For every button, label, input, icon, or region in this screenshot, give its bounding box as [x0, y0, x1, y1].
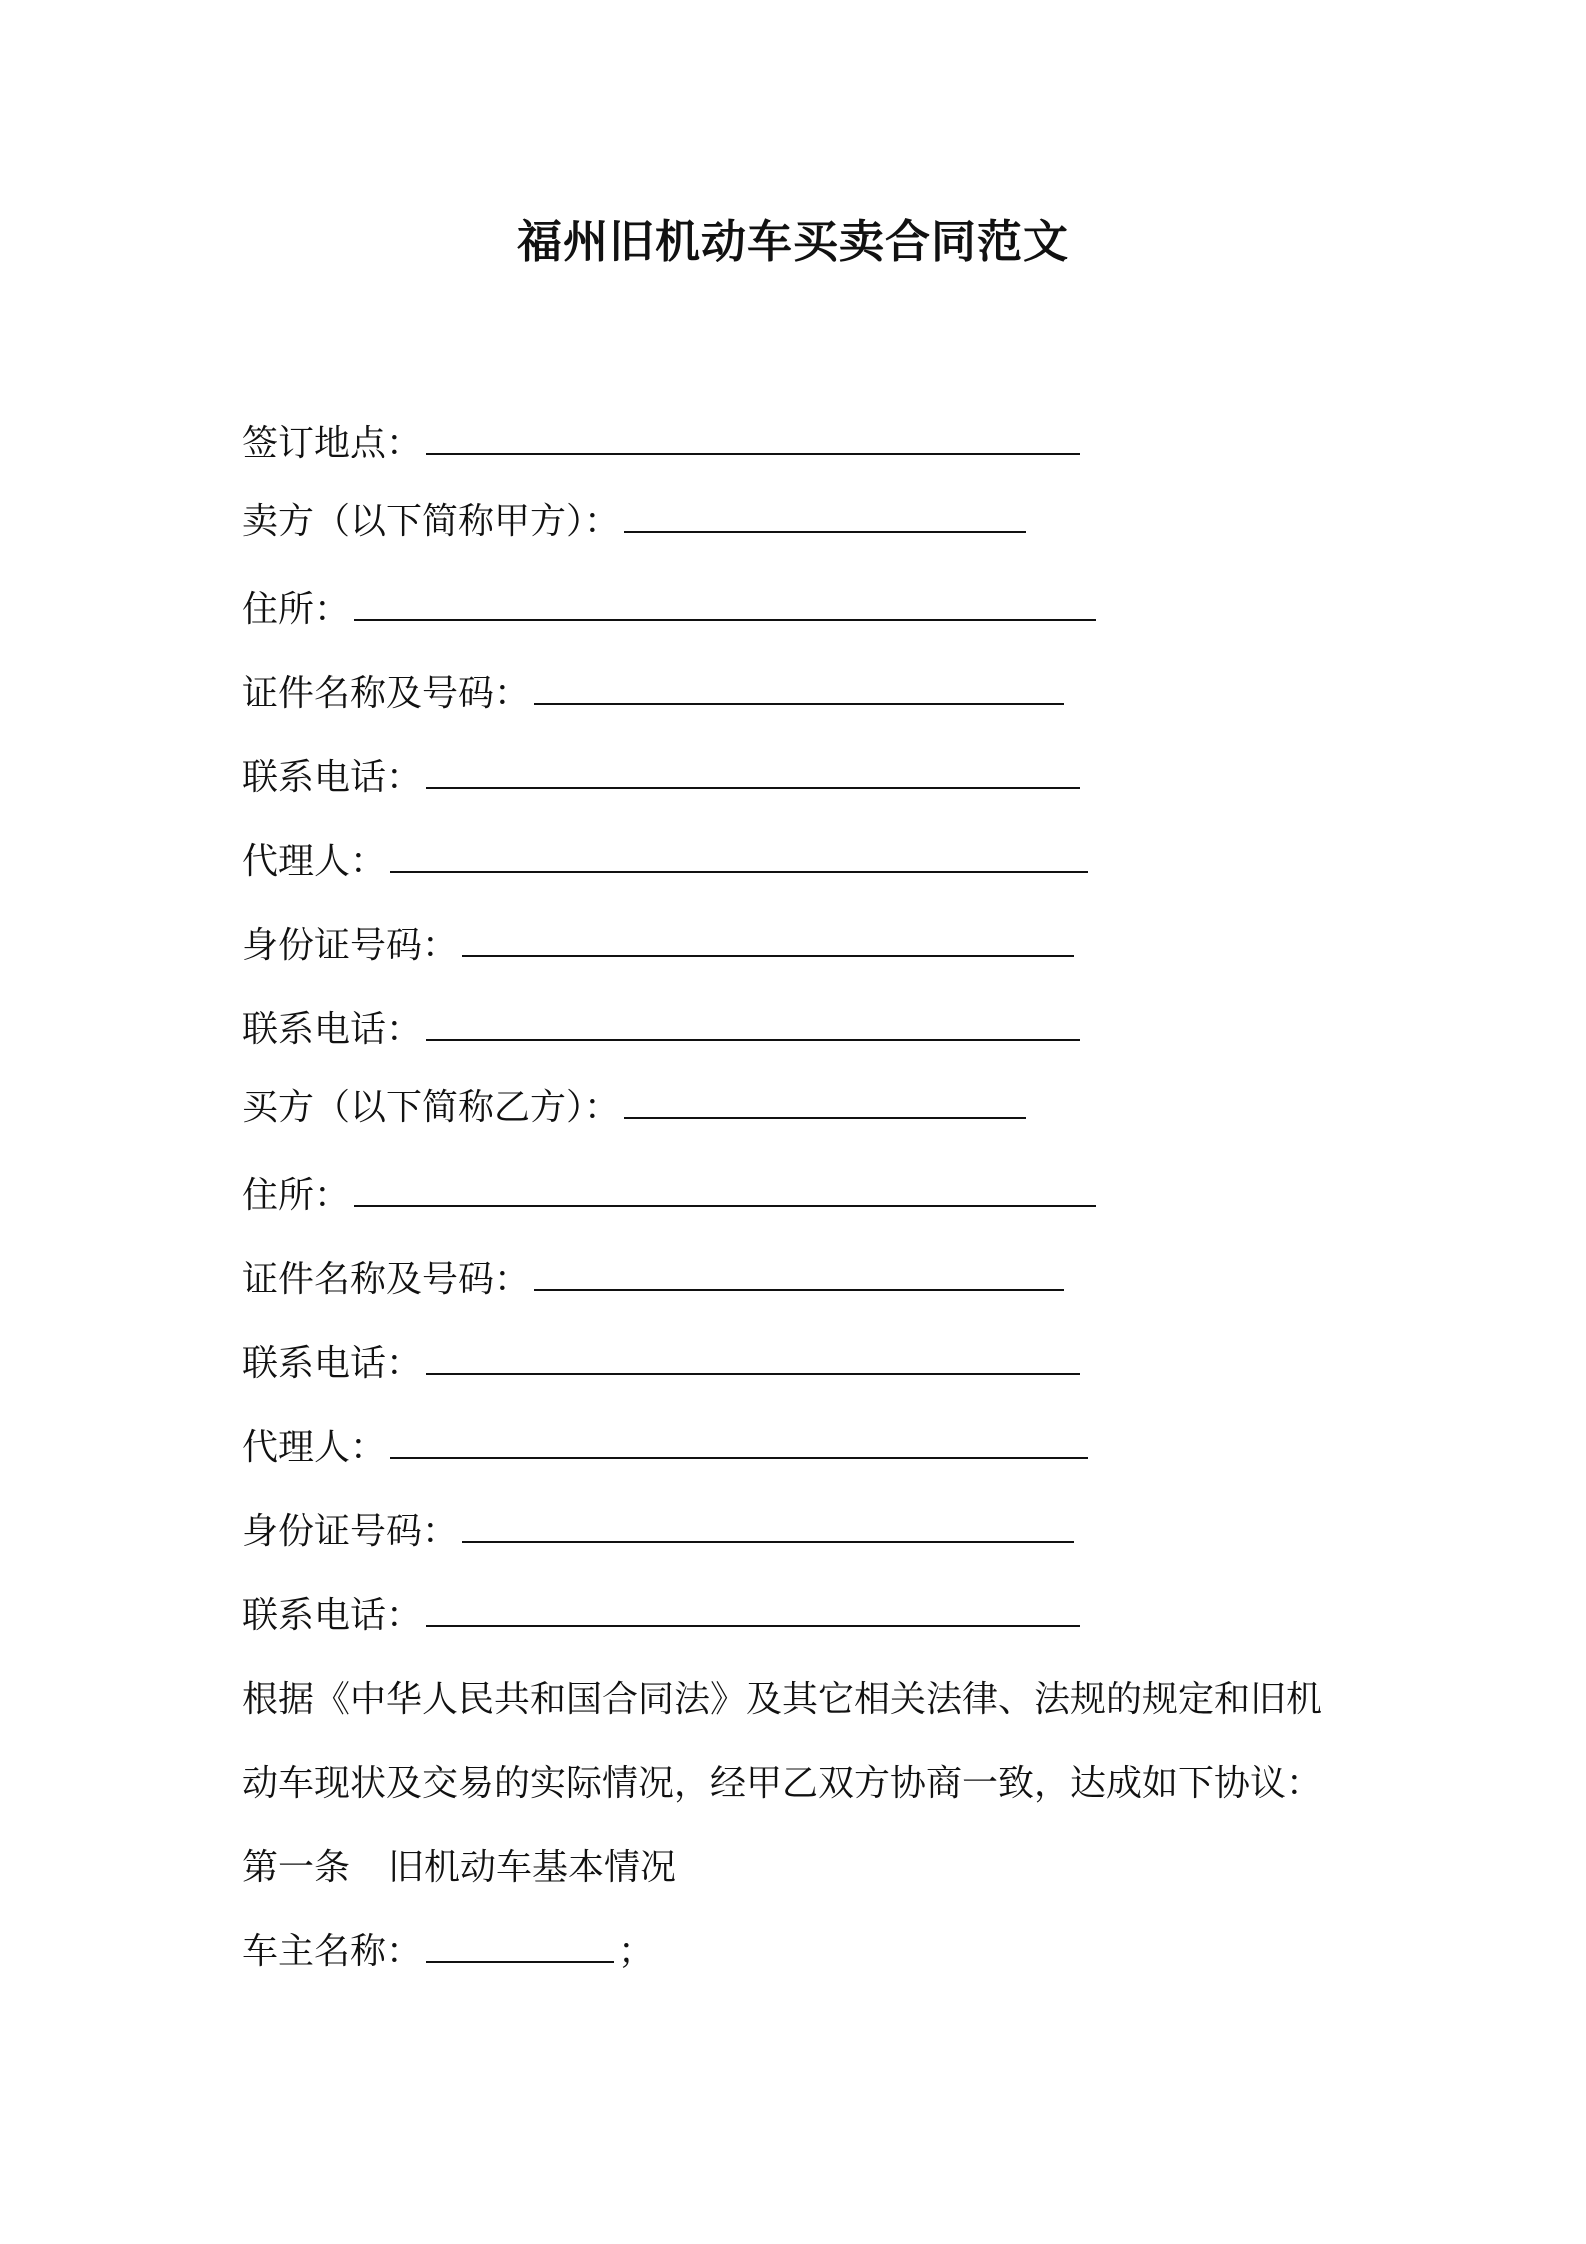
blank-line	[534, 1259, 1064, 1291]
section-1-heading	[242, 1844, 676, 1892]
field-label: 联系电话：	[242, 1595, 423, 1636]
intro-paragraph-line-2: 动车现状及交易的实际情况，经甲乙双方协商一致，达成如下协议：	[242, 1763, 1323, 1804]
field-seller-agent	[242, 838, 1088, 886]
blank-line	[462, 925, 1074, 957]
field-label: 身份证号码：	[242, 925, 459, 966]
field-seller-address	[242, 586, 1096, 634]
field-seller-phone	[242, 754, 1080, 802]
field-label: 身份证号码：	[242, 1511, 459, 1552]
document-title: 福州旧机动车买卖合同范文	[516, 215, 1069, 268]
blank-line	[624, 501, 1026, 533]
field-owner-name	[242, 1928, 654, 1976]
blank-line	[426, 423, 1080, 455]
field-label: 代理人：	[242, 1427, 387, 1468]
blank-line	[624, 1087, 1026, 1119]
field-label: 证件名称及号码：	[242, 1259, 531, 1300]
section-title: 旧机动车基本情况	[388, 1847, 677, 1888]
blank-line	[426, 757, 1080, 789]
blank-line	[390, 1427, 1088, 1459]
field-seller	[242, 498, 1026, 546]
field-label: 签订地点：	[242, 423, 423, 464]
field-label: 住所：	[242, 589, 351, 630]
blank-line	[354, 589, 1096, 621]
field-signing-place	[242, 420, 1080, 468]
field-label: 联系电话：	[242, 757, 423, 798]
intro-paragraph-line-1: 根据《中华人民共和国合同法》及其它相关法律、法规的规定和旧机	[242, 1679, 1323, 1720]
field-seller-agent-id	[242, 922, 1074, 970]
field-buyer-agent	[242, 1424, 1088, 1472]
field-tail: ；	[618, 1931, 655, 1972]
blank-line	[354, 1175, 1096, 1207]
field-buyer-phone	[242, 1340, 1080, 1388]
blank-line	[426, 1595, 1080, 1627]
field-buyer-address	[242, 1172, 1096, 1220]
field-seller-agent-phone	[242, 1006, 1080, 1054]
field-buyer-agent-phone	[242, 1592, 1080, 1640]
field-buyer-id	[242, 1256, 1064, 1304]
field-label: 代理人：	[242, 841, 387, 882]
field-label: 住所：	[242, 1175, 351, 1216]
blank-line	[426, 1343, 1080, 1375]
field-label: 买方（以下简称乙方）：	[242, 1087, 621, 1128]
field-buyer	[242, 1084, 1026, 1132]
section-number: 第一条	[242, 1847, 351, 1888]
field-label: 卖方（以下简称甲方）：	[242, 501, 621, 542]
blank-line	[426, 1931, 614, 1963]
field-label: 联系电话：	[242, 1343, 423, 1384]
blank-line	[534, 673, 1064, 705]
field-label: 联系电话：	[242, 1009, 423, 1050]
field-buyer-agent-id	[242, 1508, 1074, 1556]
field-seller-id	[242, 670, 1064, 718]
field-label: 车主名称：	[242, 1931, 423, 1972]
field-label: 证件名称及号码：	[242, 673, 531, 714]
blank-line	[462, 1511, 1074, 1543]
blank-line	[426, 1009, 1080, 1041]
blank-line	[390, 841, 1088, 873]
